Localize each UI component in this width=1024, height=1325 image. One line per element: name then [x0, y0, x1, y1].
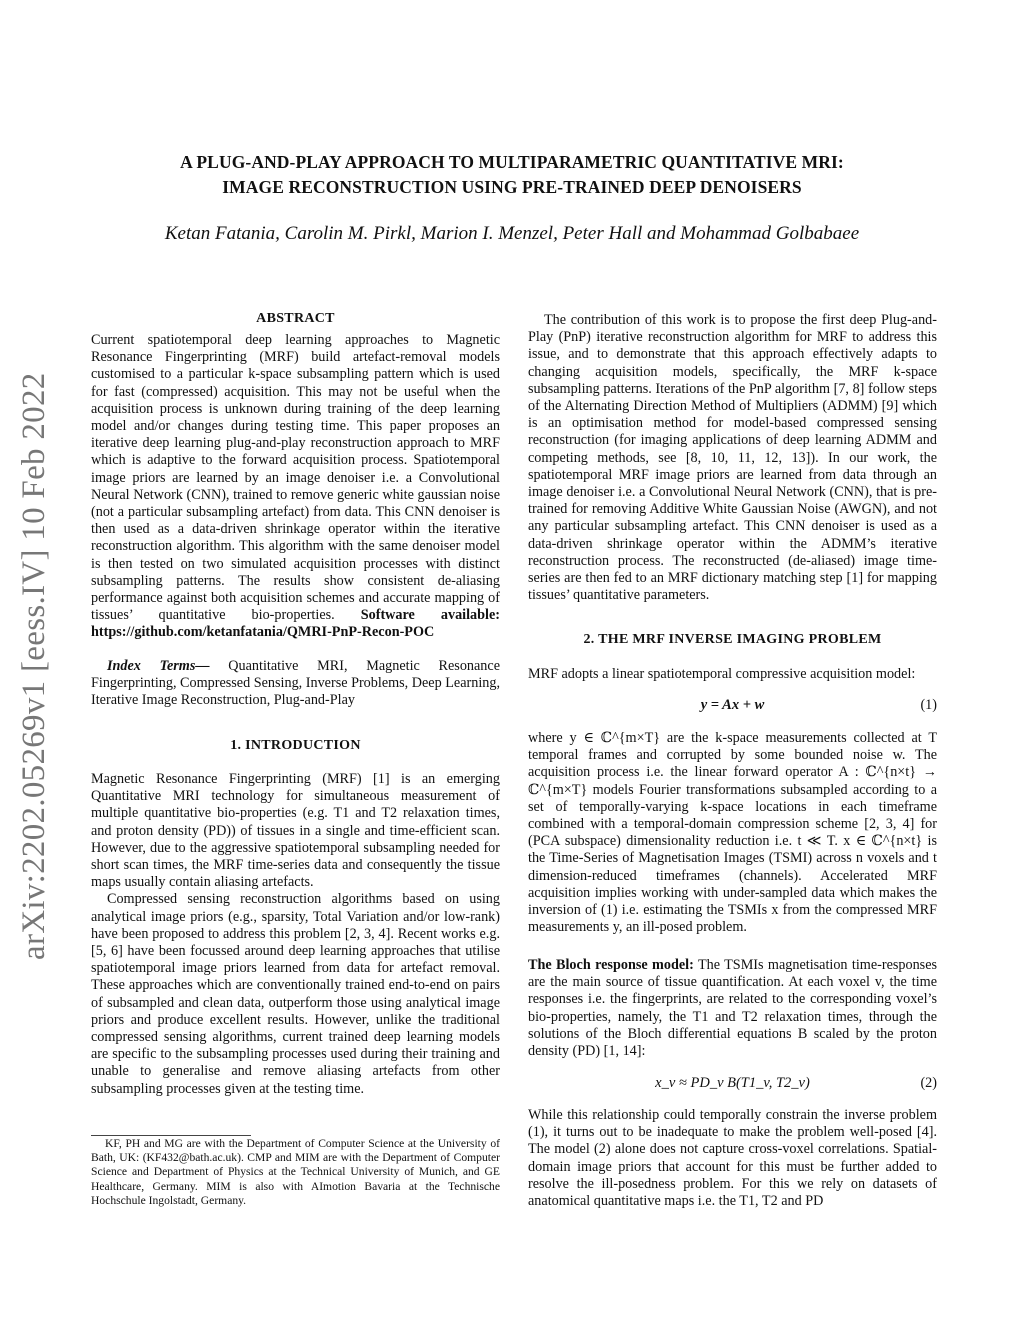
title-line-2: IMAGE RECONSTRUCTION USING PRE-TRAINED DEEP DENOISERS: [222, 177, 802, 197]
contribution-section: [528, 312, 937, 604]
index-terms-text: Quantitative MRI, Magnetic Resonance Fingerprinting, Compressed Sensing, Inverse Problems, Deep Learning, Iterative Image Reconstruction, Plug-and-Play: [91, 658, 500, 709]
abstract-text: Current spatiotemporal deep learning approaches to Magnetic Resonance Fingerprinting (MRF) build artefact-removal models customised to a particular k-space subsampling pattern which is used for fast (compressed) acquisition. This may not be useful when the acquisition process is unknown during training of the deep learning model and/or changes during testing time. This paper proposes an iterative deep learning plug-and-play reconstruction approach to MRF which is adaptive to the forward acquisition process. Spatiotemporal image priors are learned by an image denoiser i.e. a Convolutional Neural Network (CNN), trained to remove generic white gaussian noise (not a particular subsampling artefact) from data. This CNN denoiser is then used as a data-driven shrinkage operator within the iterative reconstruction algorithm. This algorithm with the same denoiser model is then tested on two simulated acquisition processes with distinct subsampling patterns. The results show consistent de-aliasing performance against both acquisition schemes and accurate mapping of tissues’ quantitative bio-properties.: [91, 332, 500, 624]
index-terms: [91, 658, 500, 710]
index-terms-label: Index Terms—: [107, 658, 210, 674]
footnote-rule: [91, 1135, 251, 1136]
abstract-section: [91, 332, 500, 642]
abstract-body: [91, 332, 500, 642]
paper-title: [0, 150, 1024, 200]
contribution-paragraph: The contribution of this work is to propose the first deep Plug-and-Play (PnP) iterative reconstruction algorithm for MRF to address this issue, and to demonstrate that this approach effectively adapts to changing acquisition models, specifically, the MRF k-space subsampling patterns. Iterations of the PnP algorithm [7, 8] follow steps of the Alternating Direction Method of Multipliers (ADMM) [9] which is an optimisation method for model-based compressed sensing reconstruction (for imaging applications of deep learning ADMM and competing methods, see [8, 10, 11, 12, 13]). In our work, the spatiotemporal MRF image priors are learned from data through an image denoiser i.e. a Convolutional Neural Network (CNN), that is pre-trained for removing Additive White Gaussian Noise (AWGN), and not any particular subsampling artefact. This CNN denoiser is used as a data-driven shrinkage operator within the ADMM’s iterative reconstruction process. The reconstructed (de-aliased) image time-series are then fed to an MRF dictionary matching step [1] for mapping tissues’ quantitative parameters.: [528, 312, 937, 604]
equation-2: x_v ≈ PD_v B(T1_v, T2_v): [655, 1075, 810, 1091]
bloch-text: The TSMIs magnetisation time-responses are the main source of tissue quantification. At each voxel v, the time responses i.e. the fingerprints, are related to the corresponding voxel’s bio-properties, namely, the T1 and T2 relaxation times, through the solutions of the Bloch differential equations B scaled by the proton density (PD) [1, 14]:: [528, 957, 938, 1060]
author-list: Ketan Fatania, Carolin M. Pirkl, Marion I. Menzel, Peter Hall and Mohammad Golbabaee: [164, 223, 860, 244]
final-paragraph-section: [528, 1107, 937, 1210]
bloch-section: [528, 957, 937, 1060]
arxiv-stamp: arXiv:2202.05269v1 [eess.IV] 10 Feb 2022: [16, 372, 52, 960]
final-paragraph: While this relationship could temporally constrain the inverse problem (1), it turns out to be inadequate to make the problem well-posed [4]. The model (2) alone does not capture cross-voxel correlations. Spatial-domain image priors that account for this must be further added to resolve the ill-posedness problem. For this we rely on datasets of anatomical quantitative maps i.e. the T1, T2 and PD: [528, 1107, 937, 1210]
intro-paragraph-1: Magnetic Resonance Fingerprinting (MRF) [1] is an emerging Quantitative MRI technology for simultaneous measurement of multiple quantitative bio-properties (e.g. T1 and T2 relaxation times, and proton density (PD)) of tissues in a single and time-efficient scan. However, due to the aggressive spatiotemporal subsampling needed for short scan times, the MRF time-series data and consequently the tissue maps usually contain aliasing artefacts.: [91, 771, 500, 891]
intro-heading: 1. INTRODUCTION: [230, 738, 361, 753]
equation-2-number: (2): [920, 1075, 937, 1091]
title-line-1: A PLUG-AND-PLAY APPROACH TO MULTIPARAMETRIC QUANTITATIVE MRI:: [180, 152, 844, 172]
equation-1-number: (1): [920, 697, 937, 713]
section2-intro: MRF adopts a linear spatiotemporal compressive acquisition model:: [528, 666, 916, 682]
bloch-label: The Bloch response model:: [528, 957, 694, 973]
intro-paragraph-2: Compressed sensing reconstruction algorithms based on using analytical image priors (e.g., sparsity, Total Variation and/or low-rank) have been proposed to address this problem [2, 3, 4]. Recent works e.g. [5, 6] have been focussed around deep learning approaches that utilise spatiotemporal image priors learned from data for artefact removal. These approaches which are conventionally trained end-to-end on pairs of subsampled and clean data, outperform those using analytical image priors and produce excellent results. However, unlike the traditional compressed sensing algorithms, current trained deep learning models are specific to the subsampling processes used during their training and unable to generalise and remove aliasing artefacts from other subsampling processes given at the testing time.: [91, 891, 500, 1097]
software-link[interactable]: Software available: https://github.com/ketanfatania/QMRI-PnP-Recon-POC: [91, 607, 500, 641]
section2-body: where y ∈ ℂ^{m×T} are the k-space measurements collected at T temporal frames and corrupted by some bounded noise w. The acquisition process i.e. the linear forward operator A : ℂ^{n×t} → ℂ^{m×T} models Fourier transformations subsampled according to a set of temporally-varying k-space locations in each timeframe combined with a temporal-domain compression scheme [2, 3, 4] for (PCA subspace) dimensionality reduction i.e. t ≪ T. x ∈ ℂ^{n×t} is the Time-Series of Magnetisation Images (TSMI) across n voxels and t dimension-reduced timeframes (channels). Accelerated MRF acquisition implies working with under-sampled data which makes the inversion of (1) i.e. estimating the TSMIs x from the compressed MRF measurements y, an ill-posed problem.: [528, 730, 937, 936]
section2-paragraph: [528, 730, 937, 936]
abstract-heading: ABSTRACT: [256, 311, 335, 326]
equation-1: y = Ax + w: [700, 697, 765, 713]
section2-heading: 2. THE MRF INVERSE IMAGING PROBLEM: [583, 632, 882, 647]
intro-section: [91, 771, 500, 1098]
footnote: KF, PH and MG are with the Department of Computer Science at the University of Bath, UK: (KF432@bath.ac.uk). CMP and MIM are with the Department of Computer Science and Department of Physics at the Technical University of Munich, and GE Healthcare, Germany. MIM is also with AImotion Bavaria at the Technische Hochschule Ingolstadt, Germany.: [91, 1137, 500, 1207]
